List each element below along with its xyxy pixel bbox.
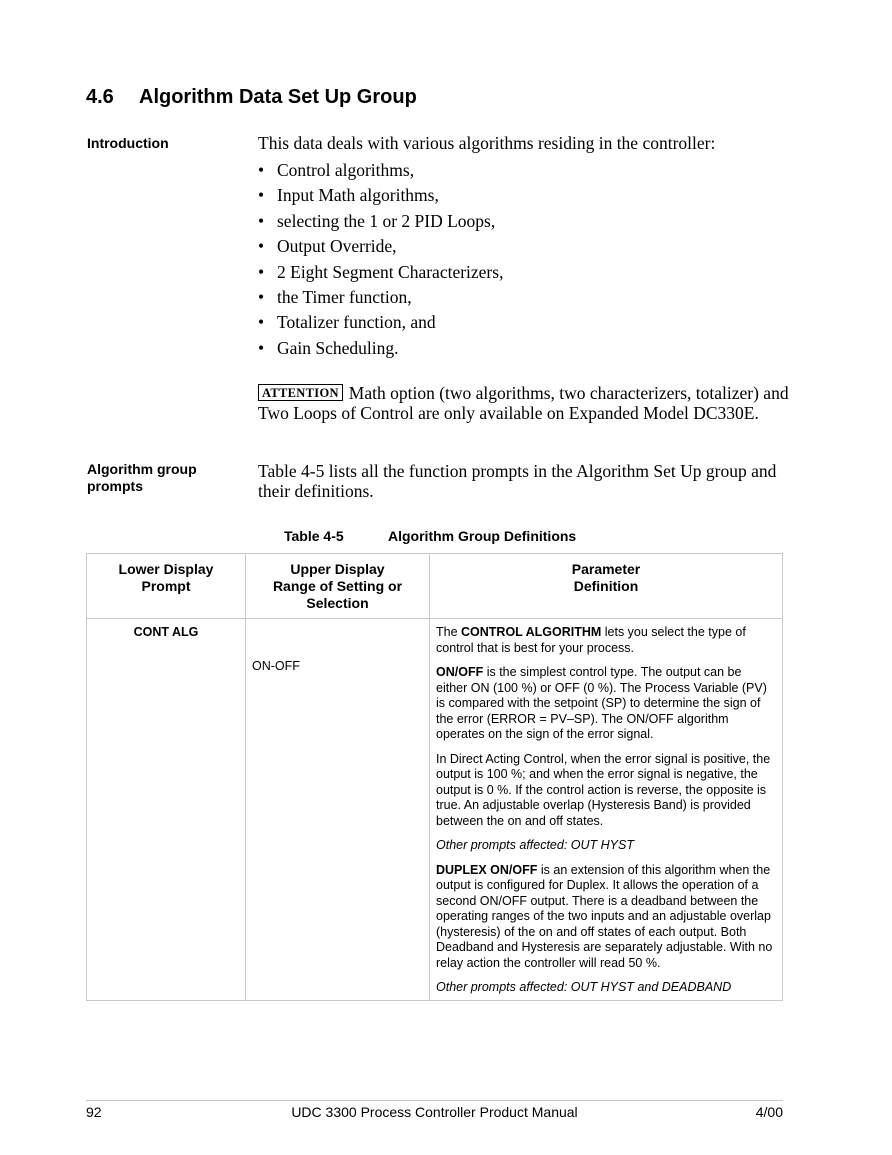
header-upper-display-range: Upper Display Range of Setting or Selection xyxy=(246,554,430,619)
table-header-row xyxy=(87,554,783,619)
bullet-icon: • xyxy=(258,261,265,282)
footer-divider xyxy=(86,1100,783,1101)
bullet-icon: • xyxy=(258,312,265,333)
other-prompts-affected: Other prompts affected: OUT HYST and DEADBAND xyxy=(436,980,732,994)
algorithm-list xyxy=(258,159,818,362)
attention-badge: ATTENTION xyxy=(258,384,343,401)
introduction-text: This data deals with various algorithms residing in the controller: xyxy=(258,133,716,153)
list-item: • Output Override, xyxy=(258,235,818,260)
list-item: • Input Math algorithms, xyxy=(258,184,818,209)
definition-cell xyxy=(430,619,783,1001)
attention-note xyxy=(258,383,798,423)
algorithm-group-prompts-text: Table 4-5 lists all the function prompts in the Algorithm Set Up group and their definitions. xyxy=(258,461,777,501)
list-item: • the Timer function, xyxy=(258,286,818,311)
section-number: 4.6 xyxy=(86,86,114,108)
section-title: Algorithm Data Set Up Group xyxy=(139,86,417,108)
duplex-description: DUPLEX ON/OFF is an extension of this algorithm when the output is configured for Duplex. It allows the operation of a second ON/OFF output. There is a deadband between the operating ranges of the two inputs and an adjustable overlap (hysteresis) of the on and off states of each output. Both Deadband and Hysteresis are separately adjustable. With no relay action the controller will read 50 %. xyxy=(436,862,773,970)
list-item: • 2 Eight Segment Characterizers, xyxy=(258,261,818,286)
list-item: • selecting the 1 or 2 PID Loops, xyxy=(258,210,818,235)
bullet-icon: • xyxy=(258,185,265,206)
prompt-cell: CONT ALG xyxy=(87,619,246,1001)
bullet-icon: • xyxy=(258,160,265,180)
introduction-label: Introduction xyxy=(87,135,169,151)
bullet-icon: • xyxy=(258,337,265,358)
definition-intro: The CONTROL ALGORITHM lets you select the type of control that is best for your process. xyxy=(436,625,746,655)
table-caption-title: Algorithm Group Definitions xyxy=(388,528,577,544)
algorithm-definitions-table xyxy=(86,553,783,1001)
footer-date: 4/00 xyxy=(755,1104,783,1120)
table-caption-number: Table 4-5 xyxy=(284,528,344,544)
bullet-icon: • xyxy=(258,210,265,231)
algorithm-group-prompts-label: Algorithm group prompts xyxy=(87,461,197,494)
table-caption xyxy=(284,528,576,544)
footer-title: UDC 3300 Process Controller Product Manual xyxy=(291,1104,578,1120)
attention-text: Math option (two algorithms, two characterizers, totalizer) and Two Loops of Control are only available on Expanded Model DC330E. xyxy=(258,383,789,423)
direct-acting-description: In Direct Acting Control, when the error signal is positive, the output is 100 %; and when the error signal is negative, the output is 0 %. If the control action is reverse, the opposite is true. An adjustable overlap (Hysteresis Band) is provided between the on and off states. xyxy=(436,751,771,828)
other-prompts-affected: Other prompts affected: OUT HYST xyxy=(436,838,634,852)
bullet-icon: • xyxy=(258,286,265,307)
list-item: • Totalizer function, and xyxy=(258,311,818,336)
section-heading xyxy=(86,86,417,109)
header-lower-display-prompt: Lower Display Prompt xyxy=(87,554,246,619)
bullet-icon: • xyxy=(258,236,265,257)
setting-cell: ON-OFF xyxy=(246,619,430,1001)
header-parameter-definition: Parameter Definition xyxy=(430,554,783,619)
footer-page-number: 92 xyxy=(86,1104,102,1120)
table-row xyxy=(87,619,783,1001)
list-item: • Gain Scheduling. xyxy=(258,337,818,362)
list-item: • Control algorithms, xyxy=(258,159,818,184)
onoff-description: ON/OFF is the simplest control type. The output can be either ON (100 %) or OFF (0 %). The Process Variable (PV) is compared with the setpoint (SP) to determine the sign of the error (ERROR = PV–SP). The ON/OFF algorithm operates on the sign of the error signal. xyxy=(436,665,767,741)
